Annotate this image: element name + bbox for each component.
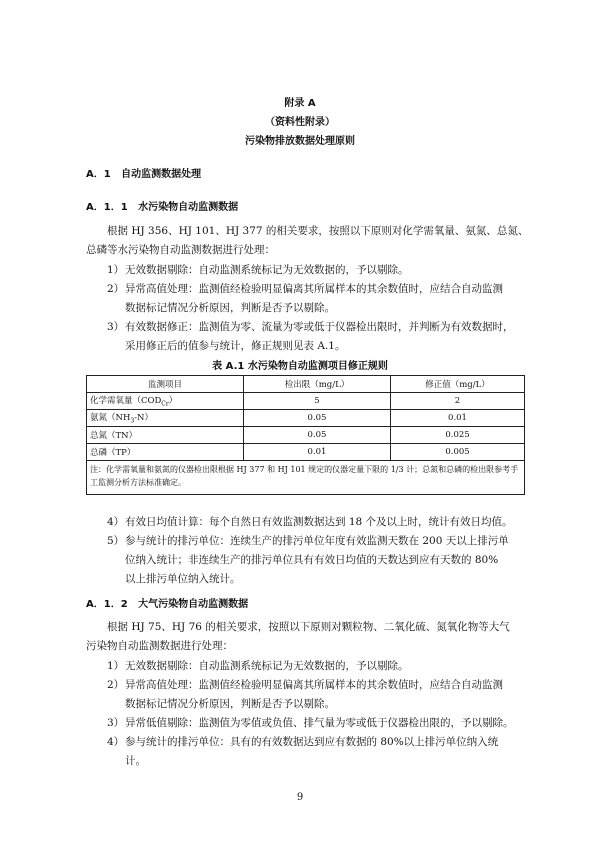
table-row [87,427,525,444]
table-cell-value: 0.025 [391,427,525,444]
list-item: 4）参与统计的排污单位：具有的有效数据达到应有数据的 80%以上排污单位纳入统 [107,736,499,748]
list-item-continuation: 计。 [125,755,146,767]
table-cell-limit: 0.05 [244,410,391,427]
table-cell-value: 2 [391,393,525,410]
section-a11-number: A．1．1 [86,202,128,213]
column-header: 监测项目 [87,376,244,393]
section-a1-title: 自动监测数据处理 [121,169,202,180]
list-item-continuation: 数据标记情况分析原因，判断是否予以剔除。 [125,698,335,710]
table-note: 注：化学需氧量和氨氮的仪器检出限根据 HJ 377 和 HJ 101 规定的仪器定量下限的 1/3 计；总氮和总磷的检出限参考手工监测分析方法标准确定。 [87,461,525,495]
table-note-row [87,461,525,495]
water-intro-line-2: 总磷等水污染物自动监测数据进行处理： [86,244,275,256]
appendix-type: （资料性附录） [265,117,335,128]
table-cell-value: 0.005 [391,444,525,461]
list-item: 2）异常高值处理：监测值经检验明显偏离其所属样本的其余数值时，应结合自动监测 [107,679,503,691]
table-cell-limit: 5 [244,393,391,410]
list-item-continuation: 数据标记情况分析原因，判断是否予以剔除。 [125,302,335,314]
list-item: 1）无效数据剔除：自动监测系统标记为无效数据的，予以剔除。 [107,660,409,672]
list-item-continuation: 以上排污单位纳入统计。 [125,573,241,585]
list-item: 5）参与统计的排污单位：连续生产的排污单位年度有效监测天数在 200 天以上排污单 [107,535,509,547]
list-item: 3）异常低值剔除：监测值为零值或负值、排气量为零或低于仪器检出限的，予以剔除。 [107,717,514,729]
section-a12-heading [86,595,248,610]
air-intro-line-2: 污染物自动监测数据进行处理： [86,640,233,652]
table-cell-item: 化学需氧量$(COD_{Cr})$ [87,393,244,410]
list-item: 1）无效数据剔除：自动监测系统标记为无效数据的，予以剔除。 [107,264,409,276]
table-caption: 表 A.1 水污染物自动监测项目修正规则 [212,361,388,372]
table-cell-limit: 0.01 [244,444,391,461]
column-header: 修正值（mg/L） [391,376,525,393]
table-cell-value: 0.01 [391,410,525,427]
water-intro-line-1: 根据 HJ 356、HJ 101、HJ 377 的相关要求，按照以下原则对化学需氧量、氨氮、总氮、 [107,225,529,237]
table-cell-item: 总氮（TN） [87,427,244,444]
list-item-continuation: 位纳入统计；非连续生产的排污单位具有有效日均值的天数达到应有天数的 80% [125,554,499,566]
section-a12-number: A．1．2 [86,599,128,610]
page-number: 9 [296,792,304,803]
section-a12-title: 大气污染物自动监测数据 [138,599,249,610]
section-a11-title: 水污染物自动监测数据 [138,202,239,213]
table-header-row [87,376,525,393]
section-a11-heading [86,198,238,213]
air-intro-line-1: 根据 HJ 75、HJ 76 的相关要求，按照以下原则对颗粒物、二氧化硫、氮氧化物等大气 [107,621,510,633]
appendix-title: 附录 A [284,98,316,109]
table-row [87,393,525,410]
list-item-continuation: 采用修正后的值参与统计，修正规则见表 A.1。 [125,340,346,352]
section-a1-number: A．1 [86,169,111,180]
column-header: 检出限（mg/L） [244,376,391,393]
section-a1-heading [86,165,201,180]
table-row [87,410,525,427]
table-row [87,444,525,461]
table-cell-limit: 0.05 [244,427,391,444]
correction-rules-table [86,375,525,495]
list-item: 4）有效日均值计算：每个自然日有效监测数据达到 18 个及以上时，统计有效日均值。 [107,516,513,528]
list-item: 3）有效数据修正：监测值为零、流量为零或低于仪器检出限时，并判断为有效数据时， [107,321,514,333]
appendix-subtitle: 污染物排放数据处理原则 [245,136,355,147]
table-cell-item: 总磷（TP） [87,444,244,461]
table-cell-item: 氨氮$(NH_3-N)$ [87,410,244,427]
list-item: 2）异常高值处理：监测值经检验明显偏离其所属样本的其余数值时，应结合自动监测 [107,283,503,295]
